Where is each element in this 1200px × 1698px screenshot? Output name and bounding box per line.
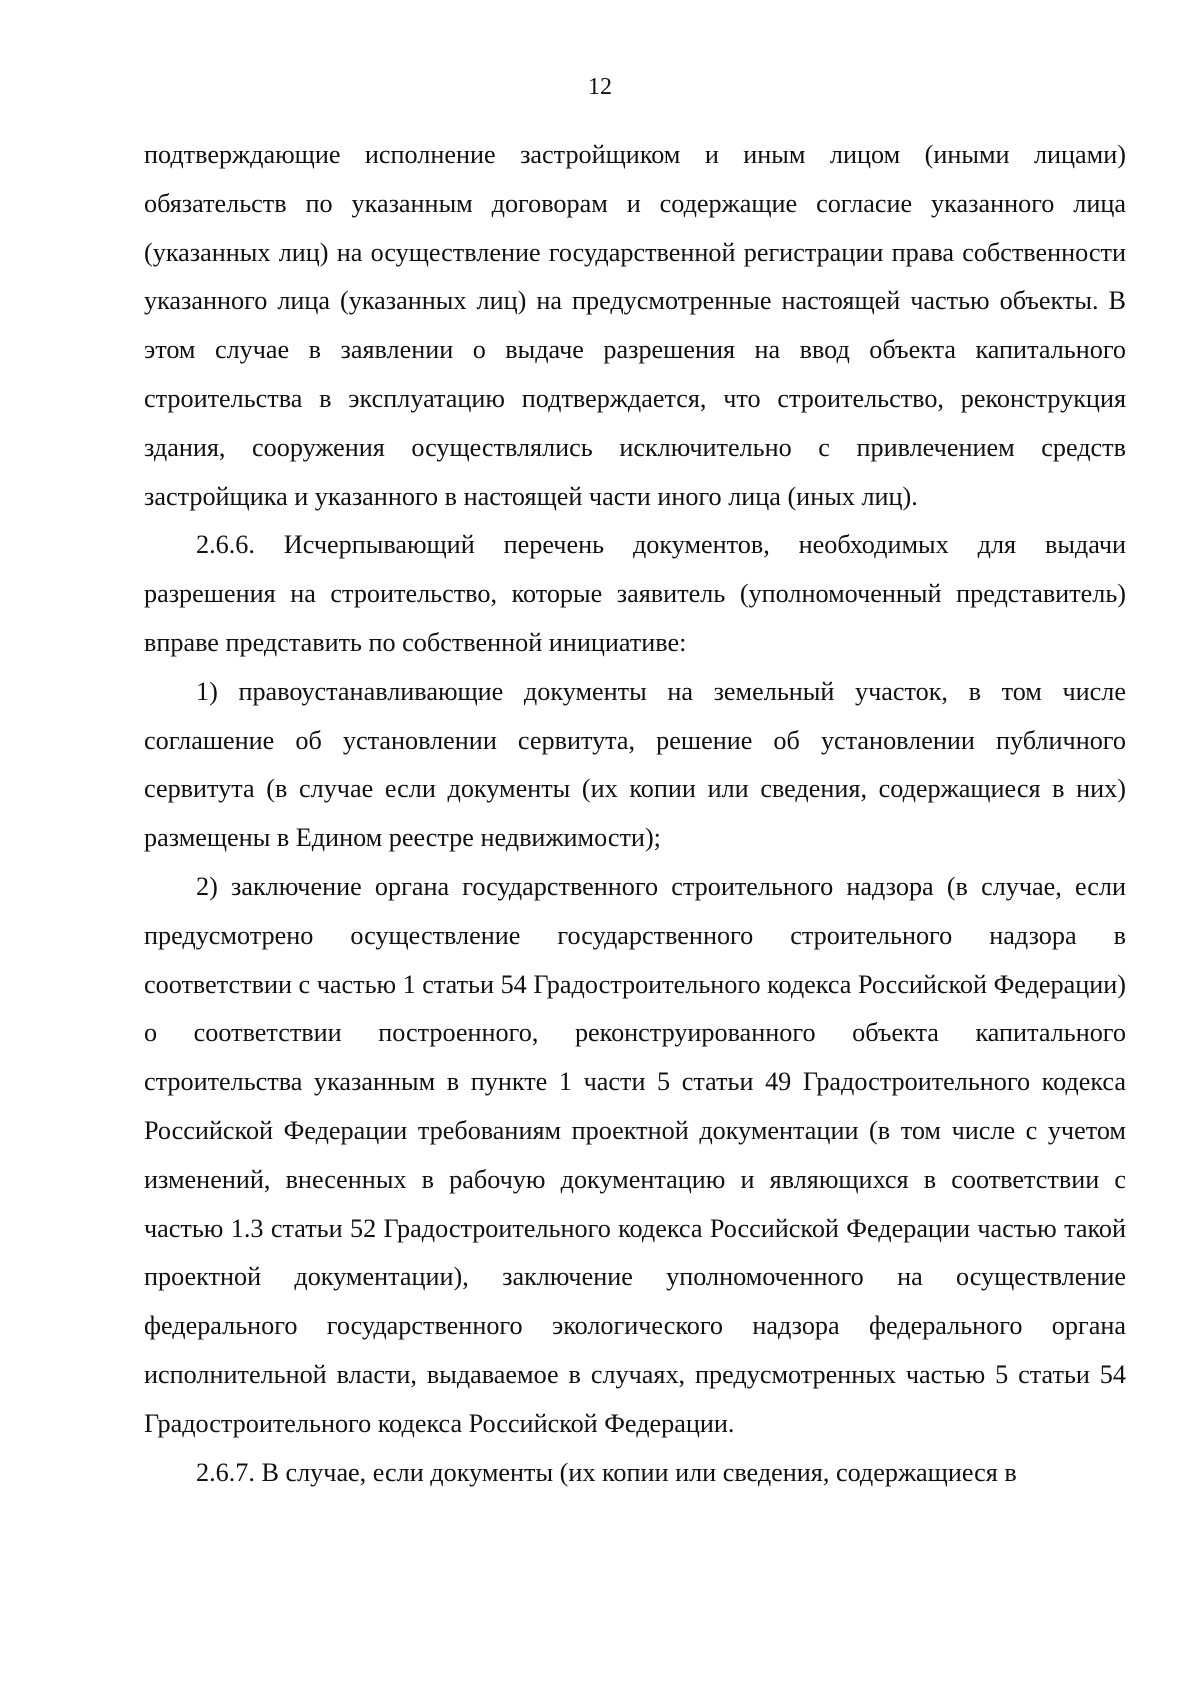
document-body — [144, 131, 1126, 1497]
paragraph-item-1: 1) правоустанавливающие документы на земельный участок, в том числе соглашение об установлении сервитута, решение об установлении публичного сервитута (в случае если документы (их копии или сведения, содержащиеся в них) размещены в Едином реестре недвижимости); — [144, 676, 1126, 853]
paragraph-section-2-6-6: 2.6.6. Исчерпывающий перечень документов, необходимых для выдачи разрешения на строительство, которые заявитель (уполномоченный представитель) вправе представить по собственной инициативе: — [144, 530, 1126, 657]
paragraph-section-2-6-7: 2.6.7. В случае, если документы (их копии или сведения, содержащиеся в — [196, 1457, 1017, 1487]
paragraph-item-2: 2) заключение органа государственного строительного надзора (в случае, если предусмотрено осуществление государственного строительного надзора в соответствии с частью 1 статьи 54 Градостроительного кодекса Российской Федерации) о соответствии построенного, реконструированного объекта капитального строительства указанным в пункте 1 части 5 статьи 49 Градостроительного кодекса Российской Федерации требованиям проектной документации (в том числе с учетом изменений, внесенных в рабочую документацию и являющихся в соответствии с частью 1.3 статьи 52 Градостроительного кодекса Российской Федерации частью такой проектной документации), заключение уполномоченного на осуществление федерального государственного экологического надзора федерального органа исполнительной власти, выдаваемое в случаях, предусмотренных частью 5 статьи 54 Градостроительного кодекса Российской Федерации. — [144, 871, 1126, 1438]
paragraph-continuation: подтверждающие исполнение застройщиком и иным лицом (иными лицами) обязательств по указанным договорам и содержащие согласие указанного лица (указанных лиц) на осуществление государственной регистрации права собственности указанного лица (указанных лиц) на предусмотренные настоящей частью объекты. В этом случае в заявлении о выдаче разрешения на ввод объекта капитального строительства в эксплуатацию подтверждается, что строительство, реконструкция здания, сооружения осуществлялись исключительно с привлечением средств застройщика и указанного в настоящей части иного лица (иных лиц). — [144, 140, 1126, 511]
page-number: 12 — [588, 74, 612, 100]
